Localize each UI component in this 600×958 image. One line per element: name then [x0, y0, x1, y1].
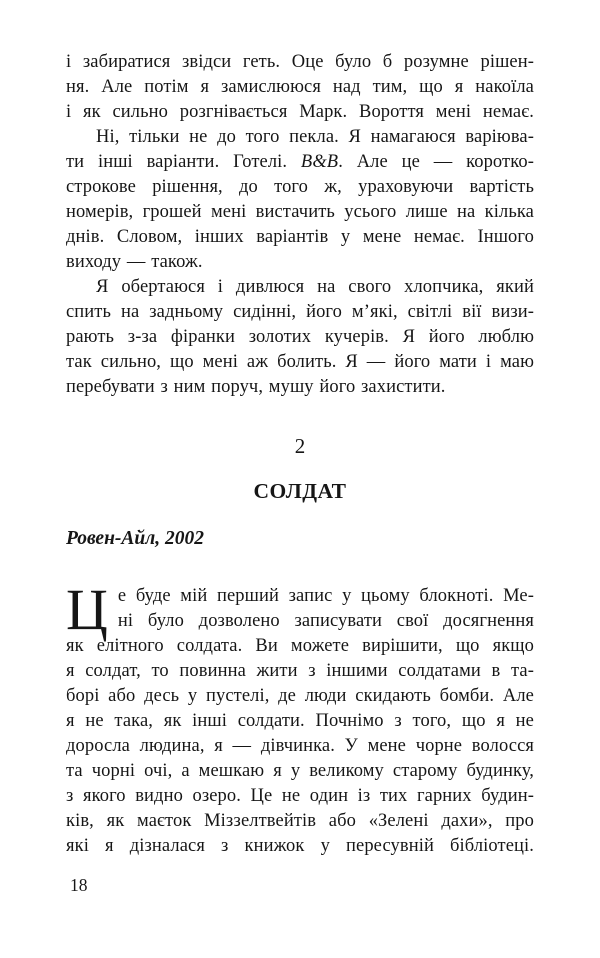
- paragraph: [66, 50, 534, 125]
- text-line: рають з-за фіранки золотих кучерів. Я його люблю: [66, 327, 534, 347]
- text-line: ти інші варіанти. Готелі. B&B. Але це — коротко-: [66, 152, 534, 172]
- text-line: і забиратися звідси геть. Оце було б розумне рішен-: [66, 52, 534, 72]
- text-line: днів. Словом, інших варіантів у мене немає. Іншого: [66, 227, 534, 247]
- text-line: ня. Але потім я замислююся над тим, що я накоїла: [66, 77, 534, 97]
- text-line: так сильно, що мені аж болить. Я — його мати і маю: [66, 352, 534, 372]
- chapter-subtitle: Ровен-Айл, 2002: [66, 528, 205, 549]
- text-line: виходу — також.: [66, 252, 203, 272]
- paragraph: [66, 275, 534, 400]
- text-line: я не така, як інші солдати. Почнімо з того, що я не: [66, 711, 534, 731]
- text-line: Я обертаюся і дивлюся на свого хлопчика, який: [96, 277, 534, 297]
- text-block: [66, 50, 534, 896]
- text-line: строкове рішення, до того ж, ураховуючи вартість: [66, 177, 534, 197]
- text-line: доросла людина, я — дівчинка. У мене чорне волосся: [66, 736, 534, 756]
- chapter-title: СОЛДАТ: [253, 479, 347, 503]
- text-line: ні було дозволено записувати свої досягнення: [117, 611, 534, 631]
- body-text-before-chapter: [66, 50, 534, 400]
- text-line: які я дізналася з книжок у пересувній бібліотеці.: [66, 836, 534, 856]
- text-line: ків, як маєток Міззелтвейтів або «Зелені дахи», про: [66, 811, 534, 831]
- text-line: та чорні очі, а мешкаю я у великому старому будинку,: [66, 761, 534, 781]
- paragraph: [66, 125, 534, 275]
- text-line: номерів, грошей мені вистачить усього лише на кілька: [66, 202, 534, 222]
- chapter-first-paragraph: [66, 577, 534, 859]
- text-line: перебувати з ним поруч, мушу його захистити.: [66, 377, 446, 397]
- text-line: спить на задньому сидінні, його м’які, світлі вії визи-: [66, 302, 534, 322]
- text-line: і як сильно розгнівається Марк. Вороття мені немає.: [66, 102, 534, 122]
- text-line: як елітного солдата. Ви можете вирішити, що якщо: [66, 636, 534, 656]
- chapter-number: 2: [294, 434, 306, 458]
- text-line: е буде мій перший запис у цьому блокноті. Ме-: [117, 586, 534, 606]
- text-line: з якого видно озеро. Це не один із тих гарних будин-: [66, 786, 534, 806]
- page-number: 18: [70, 875, 88, 895]
- text-line: я солдат, то повинна жити з іншими солдатами в та-: [66, 661, 534, 681]
- text-line: Ні, тільки не до того пекла. Я намагаюся варіюва-: [96, 127, 534, 147]
- text-line: борі або десь у пустелі, де люди скидають бомби. Але: [66, 686, 534, 706]
- drop-cap: Ц: [66, 577, 108, 642]
